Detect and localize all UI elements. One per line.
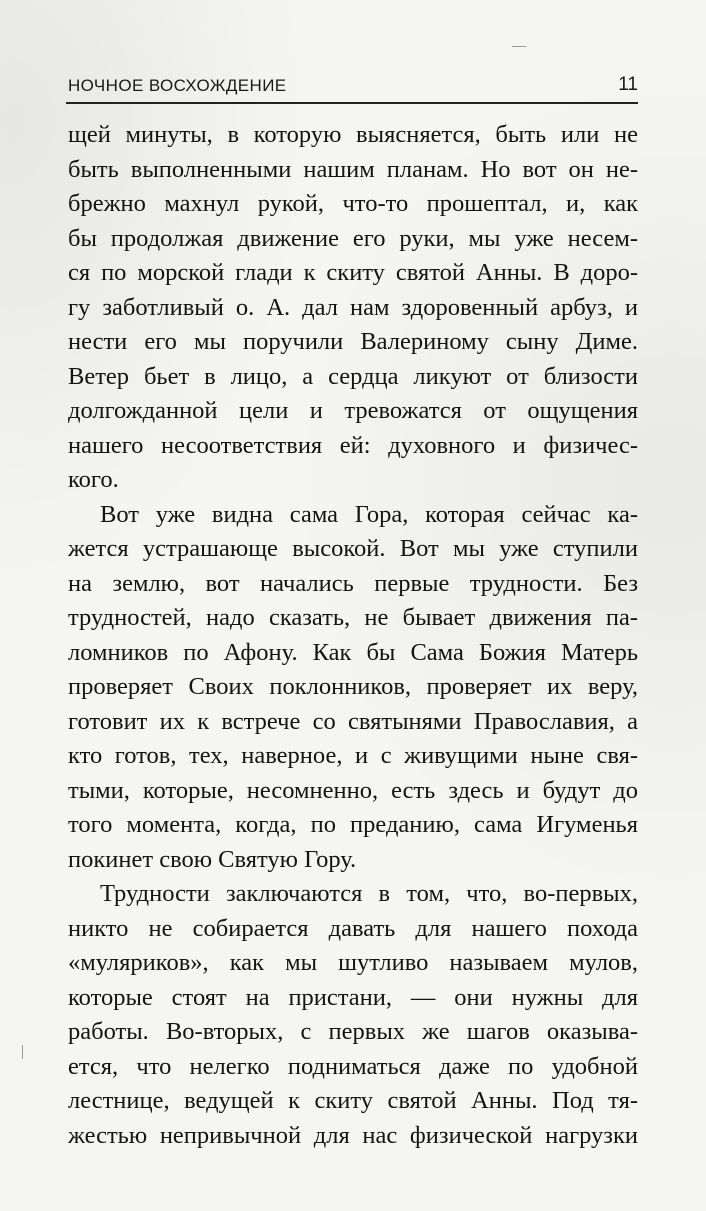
- text-line: лестнице, ведущей к скиту святой Анны. Под тя-: [68, 1087, 638, 1114]
- text-line: того момента, когда, по преданию, сама Игуменья: [68, 811, 638, 838]
- text-line: ется, что нелегко подниматься даже по удобной: [68, 1052, 638, 1080]
- text-line: Ветер бьет в лицо, а сердца ликуют от близости: [68, 362, 638, 390]
- page-number: 11: [618, 74, 638, 95]
- header-rule: [66, 102, 638, 104]
- text-line: трудностей, надо сказать, не бывает движения па-: [68, 604, 638, 631]
- text-line: никто не собирается давать для нашего похода: [68, 914, 638, 942]
- text-line: «муляриков», как мы шутливо называем мулов,: [68, 949, 638, 976]
- text-line: жестью непривычной для нас физической нагрузки: [68, 1121, 638, 1149]
- text-line: гу заботливый о. А. дал нам здоровенный арбуз, и: [68, 293, 638, 321]
- text-line: бы продолжая движение его руки, мы уже несем-: [68, 224, 638, 252]
- text-line: которые стоят на пристани, — они нужны для: [68, 983, 638, 1011]
- text-line: на землю, вот начались первые трудности. Без: [68, 569, 638, 597]
- text-line: ся по морской глади к скиту святой Анны. В доро-: [68, 259, 638, 286]
- text-line: брежно махнул рукой, что-то прошептал, и, как: [68, 190, 638, 217]
- text-line: проверяет Своих поклонников, проверяет их веру,: [68, 673, 638, 700]
- text-line: готовит их к встрече со святынями Православия, а: [68, 707, 638, 735]
- scan-speck: [22, 1045, 23, 1059]
- page-header: [68, 74, 638, 100]
- scan-speck: [512, 46, 526, 47]
- text-line: Вот уже видна сама Гора, которая сейчас ка-: [100, 500, 638, 528]
- text-line: кого.: [68, 466, 119, 493]
- text-line: нести его мы поручили Валериному сыну Диме.: [68, 328, 638, 355]
- body-text: [68, 118, 638, 1153]
- text-line: долгожданной цели и тревожатся от ощущения: [68, 397, 638, 424]
- text-line: быть выполненными нашим планам. Но вот он не-: [68, 155, 638, 183]
- text-line: ломников по Афону. Как бы Сама Божия Матерь: [68, 638, 638, 666]
- running-title: НОЧНОЕ ВОСХОЖДЕНИЕ: [68, 76, 287, 95]
- text-line: Трудности заключаются в том, что, во-первых,: [100, 880, 638, 907]
- text-line: покинет свою Святую Гору.: [68, 845, 357, 873]
- text-line: щей минуты, в которую выясняется, быть или не: [68, 121, 638, 148]
- text-line: работы. Во-вторых, с первых же шагов оказыва-: [68, 1018, 638, 1045]
- text-line: кто готов, тех, наверное, и с живущими ныне свя-: [68, 742, 638, 769]
- text-line: жется устрашающе высокой. Вот мы уже ступили: [68, 535, 638, 562]
- text-line: тыми, которые, несомненно, есть здесь и будут до: [68, 776, 638, 804]
- text-line: нашего несоответствия ей: духовного и физичес-: [68, 431, 638, 459]
